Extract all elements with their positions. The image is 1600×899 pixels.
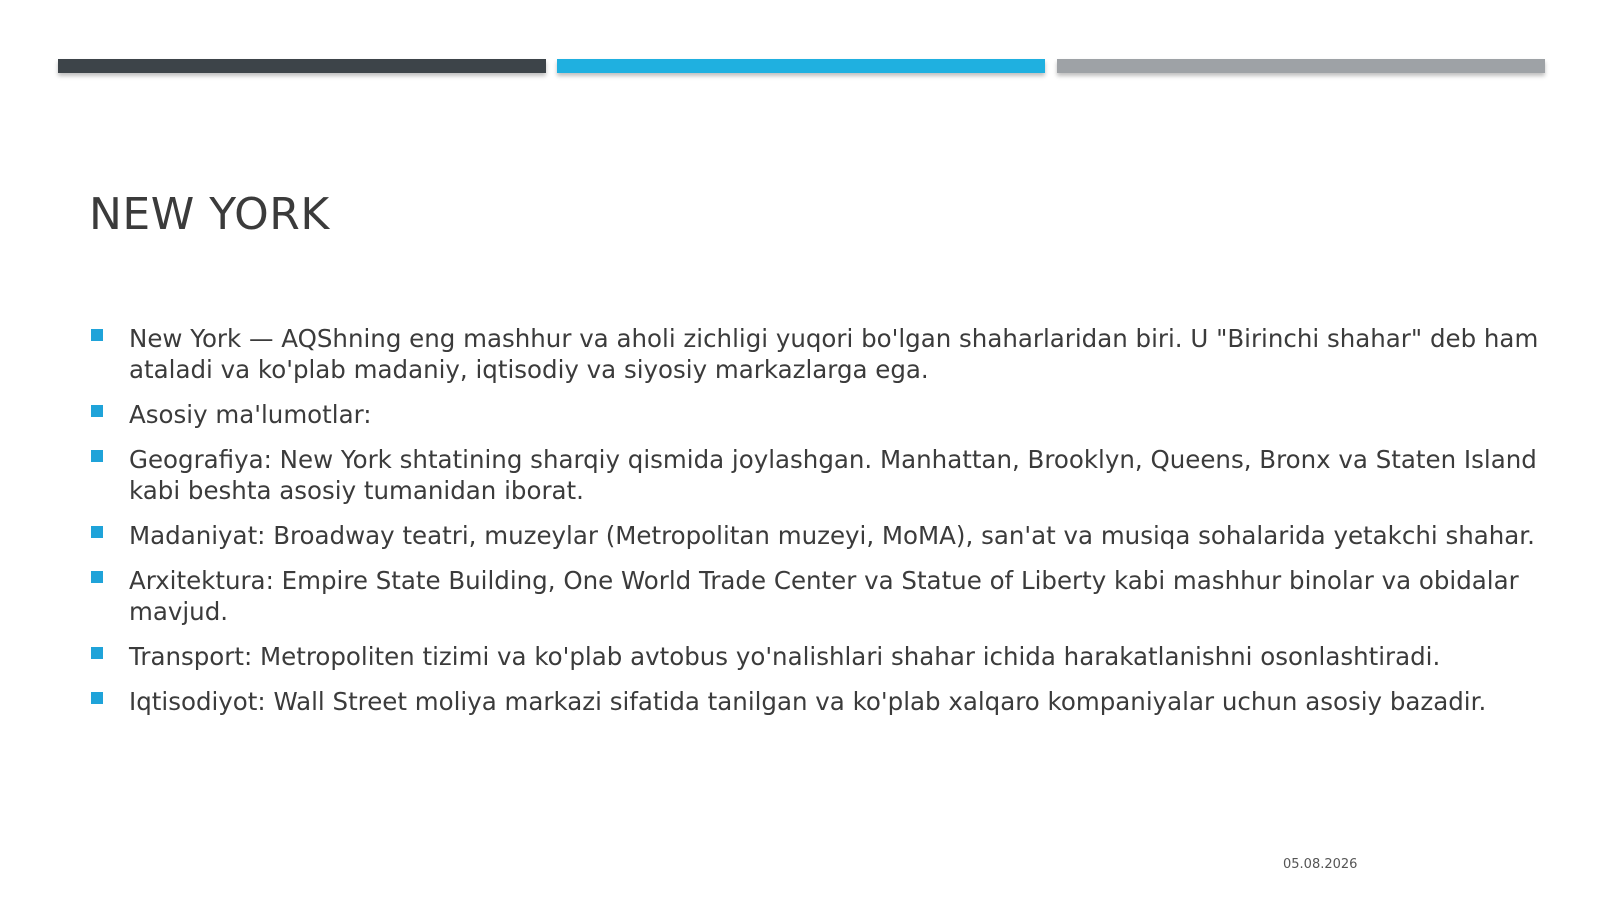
list-item <box>89 444 1544 506</box>
bullet-list <box>89 323 1544 731</box>
list-item <box>89 565 1544 627</box>
list-item <box>89 686 1544 717</box>
list-item <box>89 399 1544 430</box>
bullet-text: New York — AQShning eng mashhur va aholi zichligi yuqori bo'lgan shaharlaridan biri. U "Birinchi shahar" deb ham ataladi va ko'plab madaniy, iqtisodiy va siyosiy markazlarga ega. <box>129 324 1539 384</box>
square-bullet-icon <box>91 647 103 659</box>
header-bar-gray <box>1057 59 1545 73</box>
list-item <box>89 323 1544 385</box>
square-bullet-icon <box>91 526 103 538</box>
slide-date: 05.08.2026 <box>1283 857 1358 872</box>
bullet-text: Asosiy ma'lumotlar: <box>129 400 372 429</box>
header-bar-blue <box>557 59 1045 73</box>
slide-title: NEW YORK <box>89 189 330 240</box>
square-bullet-icon <box>91 692 103 704</box>
bullet-text: Transport: Metropoliten tizimi va ko'plab avtobus yo'nalishlari shahar ichida harakatlanishni osonlashtiradi. <box>129 642 1441 671</box>
bullet-text: Geografiya: New York shtatining sharqiy qismida joylashgan. Manhattan, Brooklyn, Queens, Bronx va Staten Island kabi beshta asosiy tumanidan iborat. <box>129 445 1537 505</box>
bullet-text: Arxitektura: Empire State Building, One World Trade Center va Statue of Liberty kabi mashhur binolar va obidalar mavjud. <box>129 566 1519 626</box>
bullet-text: Iqtisodiyot: Wall Street moliya markazi sifatida tanilgan va ko'plab xalqaro kompaniyalar uchun asosiy bazadir. <box>129 687 1487 716</box>
square-bullet-icon <box>91 571 103 583</box>
bullet-text: Madaniyat: Broadway teatri, muzeylar (Metropolitan muzeyi, MoMA), san'at va musiqa sohalarida yetakchi shahar. <box>129 521 1535 550</box>
square-bullet-icon <box>91 450 103 462</box>
header-bar-dark <box>58 59 546 73</box>
list-item <box>89 520 1544 551</box>
square-bullet-icon <box>91 405 103 417</box>
square-bullet-icon <box>91 329 103 341</box>
list-item <box>89 641 1544 672</box>
